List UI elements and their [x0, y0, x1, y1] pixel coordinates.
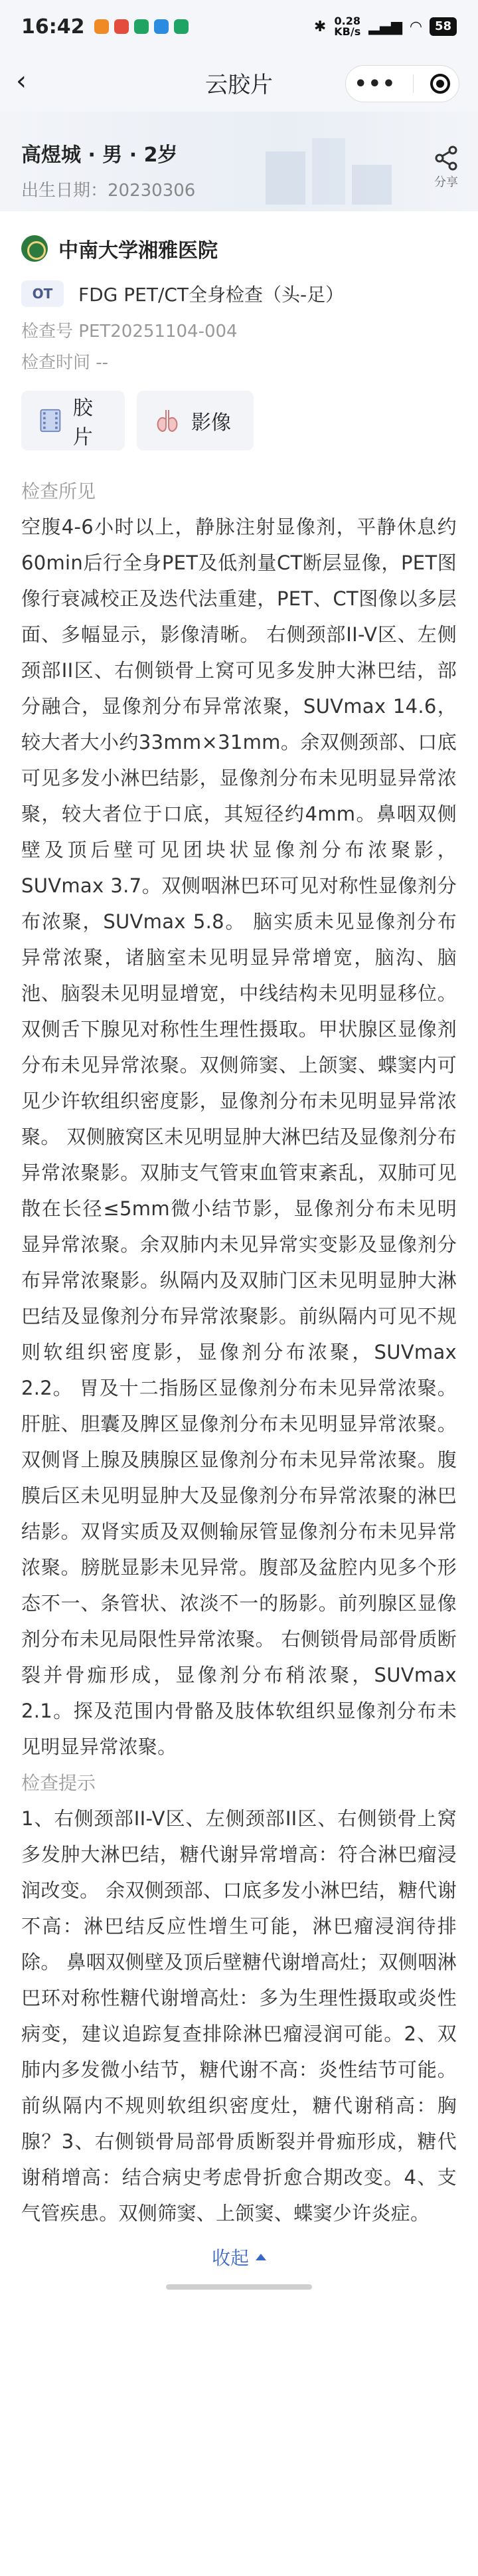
- more-icon[interactable]: •••: [354, 72, 397, 96]
- speed-unit: KB/s: [334, 25, 361, 38]
- miniapp-capsule: [345, 65, 459, 102]
- findings-text: 空腹4-6小时以上，静脉注射显像剂，平静休息约60min后行全身PET及低剂量CT断层显像，PET图像行衰减校正及迭代法重建，PET、CT图像以多层面、多幅显示，影像清晰。 右侧颈部II-V区、左侧颈部II区、右侧锁骨上窝可见多发肿大淋巴结，部分融合，显像剂分布异常浓聚，SUVmax 14.6，较大者大小约33mm×31mm。余双侧颈部、口底可见多发小淋巴结影，显像剂分布未见明显异常浓聚，较大者位于口底，其短径约4mm。鼻咽双侧壁及顶后壁可见团块状显像剂分布浓聚影，SUVmax 3.7。双侧咽淋巴环可见对称性显像剂分布浓聚，SUVmax 5.8。 脑实质未见显像剂分布异常浓聚，诸脑室未见明显异常增宽，脑沟、脑池、脑裂未见明显增宽，中线结构未见明显移位。双侧舌下腺见对称性生理性摄取。甲状腺区显像剂分布未见异常浓聚。双侧筛窦、上颌窦、蝶窦内可见少许软组织密度影，显像剂分布未见明显异常浓聚。 双侧腋窝区未见明显肿大淋巴结及显像剂分布异常浓聚影。双肺支气管束血管束紊乱，双肺可见散在长径≤5mm微小结节影，显像剂分布未见明显异常浓聚。余双肺内未见异常实变影及显像剂分布异常浓聚影。纵隔内及双肺门区未见明显肿大淋巴结及显像剂分布异常浓聚影。前纵隔内可见不规则软组织密度影，显像剂分布浓聚，SUVmax 2.2。 胃及十二指肠区显像剂分布未见异常浓聚。肝脏、胆囊及脾区显像剂分布未见明显异常浓聚。双侧肾上腺及胰腺区显像剂分布未见异常浓聚。腹膜后区未见明显肿大及显像剂分布异常浓聚的淋巴结影。双肾实质及双侧输尿管显像剂分布未见异常浓聚。膀胱显影未见异常。腹部及盆腔内见多个形态不一、条管状、浓淡不一的肠影。前列腺区显像剂分布未见局限性异常浓聚。 右侧锁骨局部骨质断裂并骨痂形成，显像剂分布稍浓聚，SUVmax 2.1。探及范围内骨骼及肢体软组织显像剂分布未见明显异常浓聚。: [21, 516, 457, 1758]
- report-card: [0, 211, 478, 2274]
- exam-name: FDG PET/CT全身检查（头-足）: [78, 284, 345, 306]
- bluetooth-icon: ✱: [313, 18, 327, 35]
- collapse-button[interactable]: [21, 2240, 457, 2274]
- share-icon: [433, 145, 459, 171]
- image-button[interactable]: [137, 391, 254, 450]
- status-right: [314, 16, 457, 37]
- wechat-icon: [174, 19, 189, 34]
- impression-text: 1、右侧颈部II-V区、左侧颈部II区、右侧锁骨上窝多发肿大淋巴结，糖代谢异常增高：符合淋巴瘤浸润改变。 余双侧颈部、口底多发小淋巴结，糖代谢不高：淋巴结反应性增生可能，淋巴瘤浸润待排除。 鼻咽双侧壁及顶后壁糖代谢增高灶；双侧咽淋巴环对称性糖代谢增高灶：多为生理性摄取或炎性病变，建议追踪复查排除淋巴瘤浸润可能。2、双肺内多发微小结节，糖代谢不高：炎性结节可能。 前纵隔内不规则软组织密度灶，糖代谢稍高：胸腺？3、右侧锁骨局部骨质断裂并骨痂形成，糖代谢稍增高：结合病史考虑骨折愈合期改变。4、支气管疾患。双侧筛窦、上颌窦、蝶窦少许炎症。: [21, 1807, 457, 2225]
- nav-bar: [0, 53, 478, 112]
- building-illustration-icon: [252, 132, 398, 205]
- exam-number: 检查号 PET20251104-004: [21, 322, 238, 342]
- hospital-logo-icon: [21, 235, 48, 262]
- view-buttons: [21, 391, 457, 450]
- patient-header: [0, 112, 478, 211]
- battery-indicator: 58: [430, 17, 457, 36]
- triangle-up-icon: [256, 2254, 266, 2260]
- bottom-bar: [0, 2274, 478, 2300]
- exam-time: 检查时间 --: [21, 353, 109, 373]
- wechat-icon: [134, 19, 149, 34]
- findings-title: 检查所见: [21, 480, 96, 502]
- capsule-divider: [413, 74, 414, 93]
- image-label: 影像: [191, 411, 231, 435]
- patient-dob: 出生日期：20230306: [21, 181, 196, 201]
- share-button[interactable]: [433, 145, 459, 190]
- app-notification-icon: [94, 19, 109, 34]
- chevron-left-icon[interactable]: ‹: [16, 66, 27, 96]
- network-speed: [334, 16, 360, 37]
- modality-badge: OT: [21, 280, 64, 307]
- status-time: 16:42: [21, 15, 85, 39]
- collapse-label: 收起: [211, 2247, 249, 2269]
- status-bar: [0, 0, 478, 53]
- exam-row: [21, 280, 457, 307]
- app-notification-icon: [114, 19, 129, 34]
- patient-name: 高煜城 · 男 · 2岁: [21, 144, 178, 167]
- hospital-row: [21, 227, 457, 278]
- wifi-icon: ◠: [410, 18, 422, 35]
- app-notification-icon: [154, 19, 169, 34]
- film-icon: [37, 406, 64, 435]
- film-label: 胶片: [72, 397, 93, 449]
- hospital-name: 中南大学湘雅医院: [58, 239, 218, 262]
- status-left: [21, 15, 189, 39]
- impression-title: 检查提示: [21, 1772, 96, 1794]
- home-indicator[interactable]: [166, 2284, 312, 2290]
- speed-value: 0.28: [334, 15, 360, 27]
- signal-icon: ▂▄▆: [368, 18, 403, 35]
- lungs-icon: [153, 406, 182, 435]
- page-title: 云胶片: [205, 71, 273, 98]
- share-label: 分享: [434, 175, 458, 189]
- film-button[interactable]: [21, 391, 125, 450]
- notification-icons: [94, 19, 189, 34]
- close-miniapp-icon[interactable]: [430, 74, 450, 94]
